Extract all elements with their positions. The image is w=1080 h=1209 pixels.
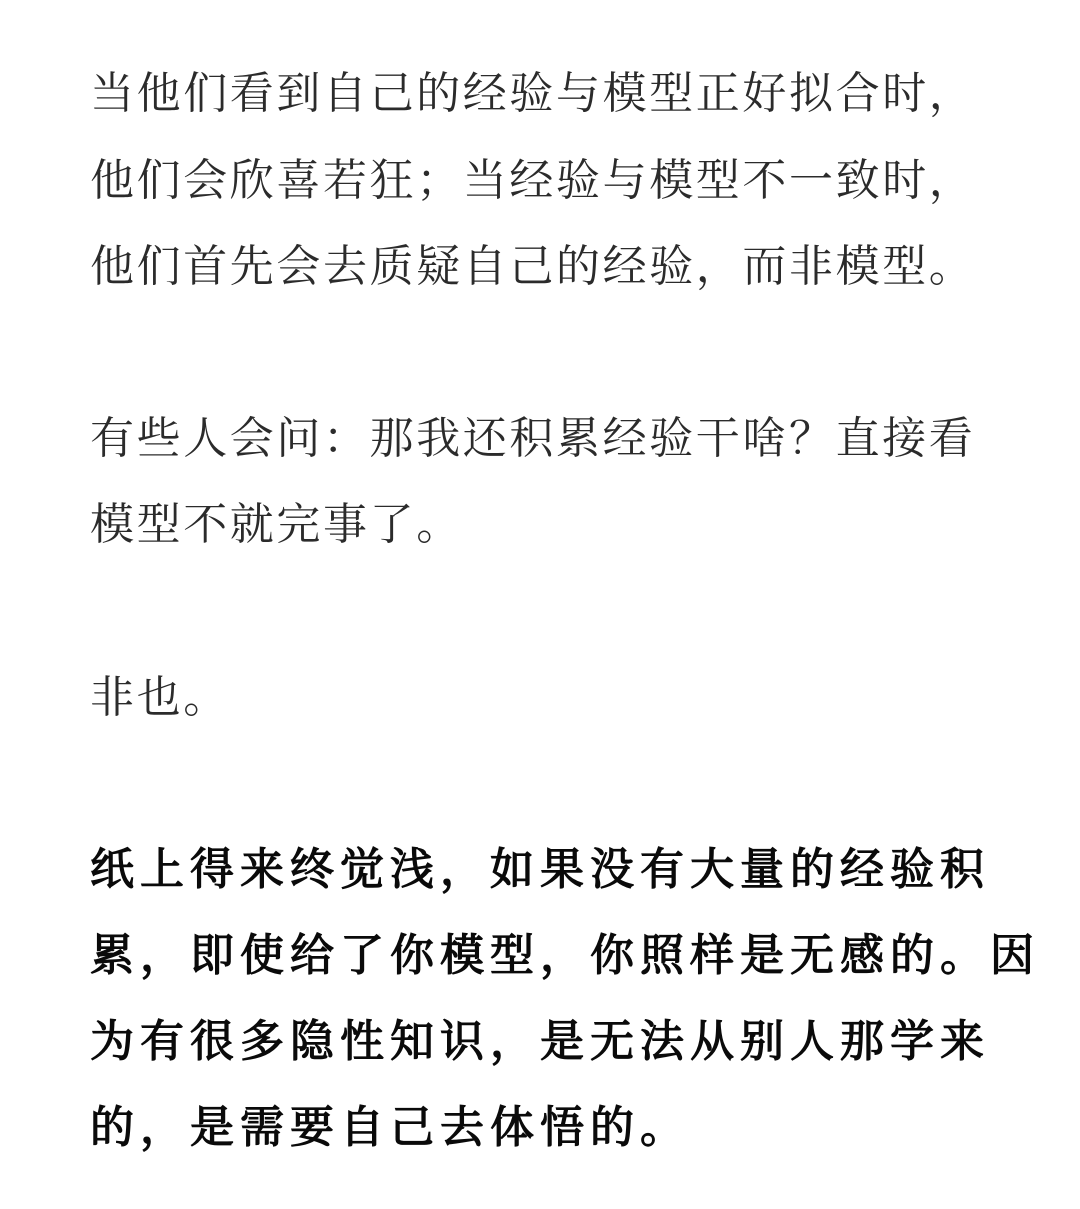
paragraph-line: 非也。 xyxy=(90,672,230,723)
paragraph-line: 当他们看到自己的经验与模型正好拟合时， xyxy=(90,68,976,119)
emphasis-line: 纸上得来终觉浅，如果没有大量的经验积 xyxy=(90,844,990,895)
paragraph-line: 他们首先会去质疑自己的经验，而非模型。 xyxy=(90,241,976,292)
paragraph-line: 有些人会问：那我还积累经验干啥？直接看 xyxy=(90,413,976,464)
emphasis-line: 的，是需要自己去体悟的。 xyxy=(90,1102,690,1153)
emphasis-line: 为有很多隐性知识，是无法从别人那学来 xyxy=(90,1016,990,1067)
paragraph-line: 模型不就完事了。 xyxy=(90,499,463,550)
paragraph-line: 他们会欣喜若狂；当经验与模型不一致时， xyxy=(90,155,976,206)
emphasis-line: 累，即使给了你模型，你照样是无感的。因 xyxy=(90,930,1040,981)
